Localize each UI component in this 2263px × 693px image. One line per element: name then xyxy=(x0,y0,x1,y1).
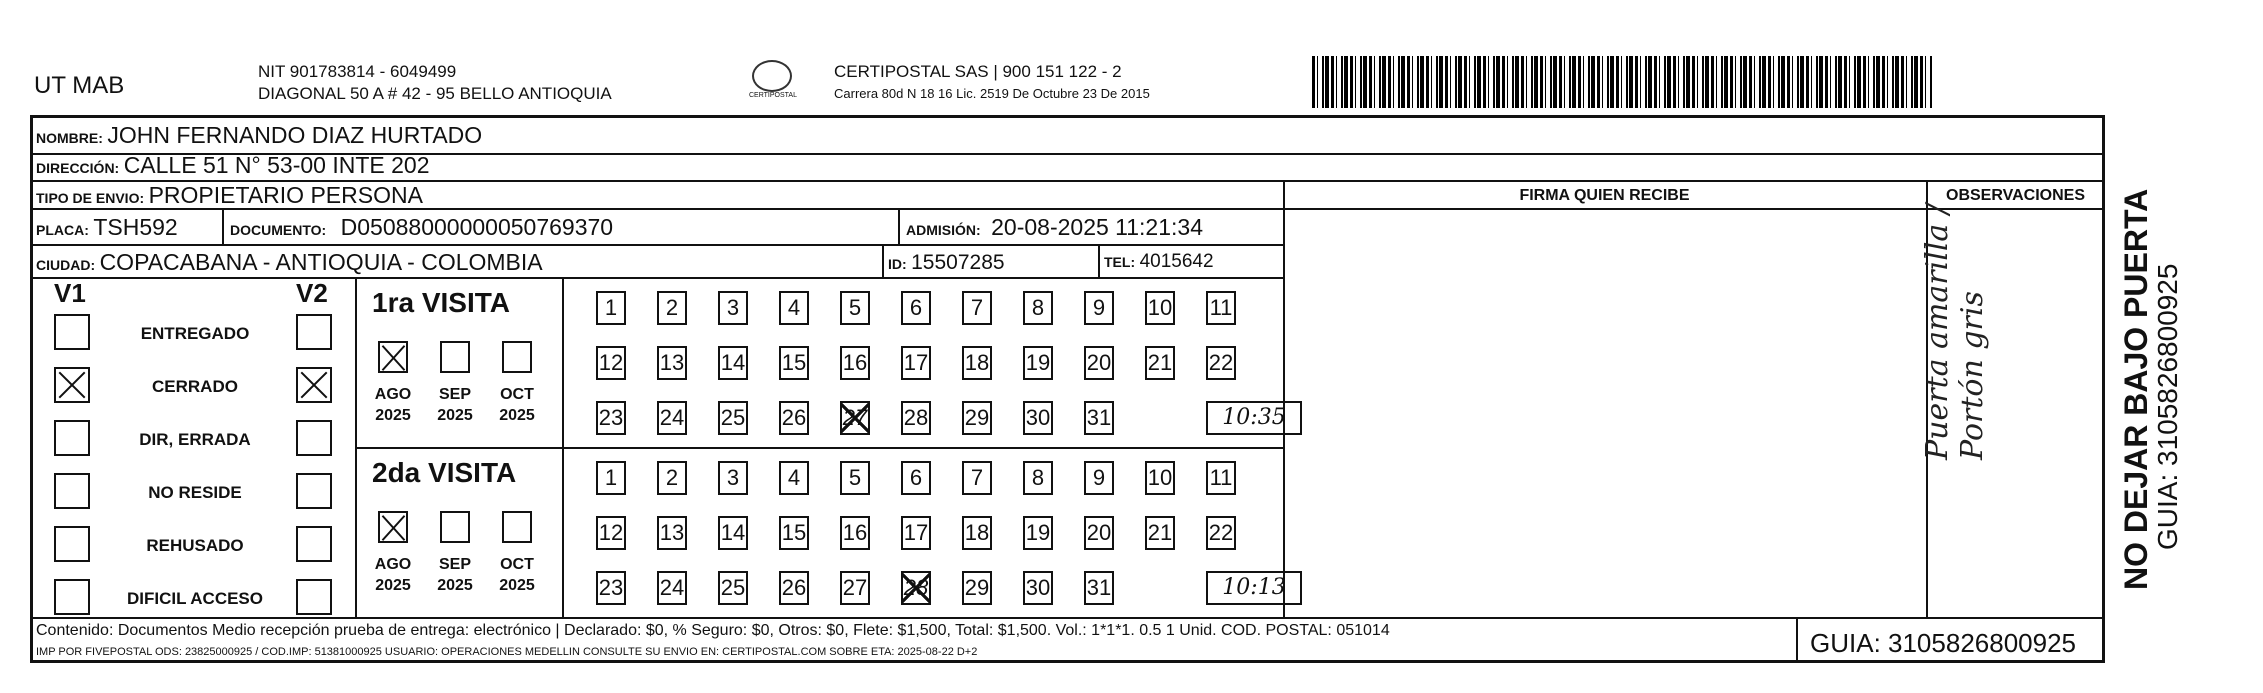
day-cell[interactable]: 23 xyxy=(596,401,626,435)
day-cell[interactable]: 4 xyxy=(779,291,809,325)
day-cell[interactable]: 14 xyxy=(718,516,748,550)
status-v1-checkbox[interactable] xyxy=(54,314,90,350)
day-cell[interactable]: 28 xyxy=(901,571,931,605)
month-checkbox[interactable] xyxy=(502,341,532,373)
month-label: OCT xyxy=(500,386,534,403)
day-cell[interactable]: 18 xyxy=(962,346,992,380)
status-label: DIR, ERRADA xyxy=(139,430,251,449)
day-cell[interactable]: 24 xyxy=(657,571,687,605)
visit-title: 2da VISITA xyxy=(372,457,517,488)
admision-label: ADMISIÓN: xyxy=(906,222,981,238)
day-cell[interactable]: 13 xyxy=(657,516,687,550)
day-cell[interactable]: 21 xyxy=(1145,346,1175,380)
day-cell[interactable]: 1 xyxy=(596,461,626,495)
status-v1-checkbox[interactable] xyxy=(54,420,90,456)
day-cell[interactable]: 5 xyxy=(840,461,870,495)
nombre-label: NOMBRE: xyxy=(36,130,103,146)
month-checkbox[interactable] xyxy=(502,511,532,543)
status-label: NO RESIDE xyxy=(148,483,242,502)
day-cell[interactable]: 3 xyxy=(718,461,748,495)
day-cell[interactable]: 9 xyxy=(1084,291,1114,325)
status-label: CERRADO xyxy=(152,377,238,396)
col-divider xyxy=(1796,617,1798,663)
day-cell[interactable]: 25 xyxy=(718,401,748,435)
day-cell[interactable]: 17 xyxy=(901,516,931,550)
day-cell[interactable]: 20 xyxy=(1084,346,1114,380)
day-cell[interactable]: 15 xyxy=(779,516,809,550)
visit-title: 1ra VISITA xyxy=(372,287,510,318)
day-cell[interactable]: 11 xyxy=(1206,291,1236,325)
month-checkbox[interactable] xyxy=(378,341,408,373)
status-v2-checkbox[interactable] xyxy=(296,526,332,562)
nombre-value: JOHN FERNANDO DIAZ HURTADO xyxy=(107,122,483,148)
ciudad-label: CIUDAD: xyxy=(36,257,96,273)
day-cell[interactable]: 8 xyxy=(1023,461,1053,495)
side-guia-text: GUIA: 3105826800925 xyxy=(2152,263,2183,550)
month-checkbox[interactable] xyxy=(440,341,470,373)
status-v2-checkbox[interactable] xyxy=(296,420,332,456)
id-value: 15507285 xyxy=(911,251,1005,274)
status-v1-checkbox[interactable] xyxy=(54,579,90,615)
visit-time: 10:35 xyxy=(1206,401,1302,435)
admision-value: 20-08-2025 11:21:34 xyxy=(991,214,1203,240)
day-cell[interactable]: 26 xyxy=(779,401,809,435)
month-label: SEP xyxy=(438,556,471,573)
placa-value: TSH592 xyxy=(93,214,178,240)
row-divider xyxy=(355,447,1283,449)
day-cell[interactable]: 3 xyxy=(718,291,748,325)
tel-value: 4015642 xyxy=(1139,251,1214,272)
documento-value: D05088000000050769370 xyxy=(340,214,614,240)
day-cell[interactable]: 10 xyxy=(1145,291,1175,325)
carrier-name: CERTIPOSTAL SAS | 900 151 122 - 2 xyxy=(834,62,1122,81)
day-cell[interactable]: 7 xyxy=(962,461,992,495)
day-cell[interactable]: 18 xyxy=(962,516,992,550)
day-cell[interactable]: 14 xyxy=(718,346,748,380)
month-year: 2025 xyxy=(437,407,473,424)
status-label: REHUSADO xyxy=(146,536,244,555)
day-cell[interactable]: 27 xyxy=(840,571,870,605)
month-label: AGO xyxy=(374,556,412,573)
tel-row xyxy=(1104,251,1214,273)
id-label: ID: xyxy=(888,256,907,272)
day-cell[interactable]: 13 xyxy=(657,346,687,380)
footer-guia: GUIA: 3105826800925 xyxy=(1810,628,2076,658)
day-cell[interactable]: 21 xyxy=(1145,516,1175,550)
tipo-label: TIPO DE ENVIO: xyxy=(36,190,145,206)
day-cell[interactable]: 16 xyxy=(840,346,870,380)
month-label: SEP xyxy=(438,386,471,403)
col-divider xyxy=(898,208,900,244)
day-cell[interactable]: 7 xyxy=(962,291,992,325)
status-v2-checkbox[interactable] xyxy=(296,314,332,350)
col-divider xyxy=(1283,180,1285,617)
admision-row xyxy=(906,214,1203,241)
month-year: 2025 xyxy=(375,407,411,424)
nombre-row xyxy=(36,122,482,149)
contenido-text: Contenido: Documentos Medio recepción prueba de entrega: electrónico | Declarado: $0, % Seguro: $0, Otros: $0, Flete: $1,500, Total: $1,500. Vol.: 1*1*1. 0.5 1 Unid. COD. POSTAL: 051014 xyxy=(36,622,1390,639)
day-cell[interactable]: 6 xyxy=(901,291,931,325)
col-divider xyxy=(882,244,884,277)
nit: NIT 901783814 - 6049499 xyxy=(258,62,457,81)
month-checkbox[interactable] xyxy=(440,511,470,543)
day-cell[interactable]: 17 xyxy=(901,346,931,380)
day-cell[interactable]: 12 xyxy=(596,516,626,550)
carrier-license: Carrera 80d N 18 16 Lic. 2519 De Octubre 23 De 2015 xyxy=(834,86,1150,101)
placa-row xyxy=(36,214,178,241)
day-cell[interactable]: 11 xyxy=(1206,461,1236,495)
day-cell[interactable]: 29 xyxy=(962,571,992,605)
month-year: 2025 xyxy=(499,577,535,594)
direccion-label: DIRECCIÓN: xyxy=(36,160,120,176)
ciudad-row xyxy=(36,249,543,276)
day-cell[interactable]: 22 xyxy=(1206,346,1236,380)
status-v2-checkbox[interactable] xyxy=(296,367,332,403)
day-cell[interactable]: 31 xyxy=(1084,571,1114,605)
status-label: DIFICIL ACCESO xyxy=(126,589,263,608)
day-cell[interactable]: 24 xyxy=(657,401,687,435)
month-year: 2025 xyxy=(499,407,535,424)
status-v1-checkbox[interactable] xyxy=(54,367,90,403)
placa-label: PLACA: xyxy=(36,222,89,238)
tel-label: TEL: xyxy=(1104,254,1136,270)
day-cell[interactable]: 15 xyxy=(779,346,809,380)
day-cell[interactable]: 31 xyxy=(1084,401,1114,435)
day-cell[interactable]: 20 xyxy=(1084,516,1114,550)
tipo-value: PROPIETARIO PERSONA xyxy=(148,182,423,208)
month-label: AGO xyxy=(374,386,412,403)
status-label: ENTREGADO xyxy=(140,324,250,343)
row-divider xyxy=(30,244,1283,246)
day-cell[interactable]: 12 xyxy=(596,346,626,380)
no-dejar-text: NO DEJAR BAJO PUERTA xyxy=(2118,188,2154,590)
certipostal-logo xyxy=(749,60,797,99)
col-divider xyxy=(1098,244,1100,277)
row-divider xyxy=(30,277,1283,279)
v2-label: V2 xyxy=(296,278,328,308)
v1-label: V1 xyxy=(54,278,86,308)
direccion-row xyxy=(36,152,430,179)
status-v2-checkbox[interactable] xyxy=(296,579,332,615)
tipo-row xyxy=(36,182,423,209)
day-cell[interactable]: 19 xyxy=(1023,346,1053,380)
day-cell[interactable]: 23 xyxy=(596,571,626,605)
day-cell[interactable]: 2 xyxy=(657,291,687,325)
day-cell[interactable]: 1 xyxy=(596,291,626,325)
day-cell[interactable]: 30 xyxy=(1023,571,1053,605)
id-row xyxy=(888,251,1005,275)
firma-label: FIRMA QUIEN RECIBE xyxy=(1519,187,1690,204)
day-cell[interactable]: 8 xyxy=(1023,291,1053,325)
documento-row xyxy=(230,214,613,241)
col-divider xyxy=(222,208,224,244)
ciudad-value: COPACABANA - ANTIOQUIA - COLOMBIA xyxy=(99,249,543,275)
documento-label: DOCUMENTO: xyxy=(230,222,327,238)
day-cell[interactable]: 10 xyxy=(1145,461,1175,495)
logo-caption: CERTIPOSTAL xyxy=(749,92,797,99)
direccion-value: CALLE 51 N° 53-00 INTE 202 xyxy=(123,152,430,178)
barcode xyxy=(1312,56,1932,108)
day-cell[interactable]: 30 xyxy=(1023,401,1053,435)
observaciones-handwritten: Puerta amarilla / Portón gris xyxy=(1920,204,1990,460)
observaciones-label: OBSERVACIONES xyxy=(1946,187,2085,204)
day-cell[interactable]: 26 xyxy=(779,571,809,605)
day-cell[interactable]: 16 xyxy=(840,516,870,550)
day-cell[interactable]: 22 xyxy=(1206,516,1236,550)
day-cell[interactable]: 19 xyxy=(1023,516,1053,550)
visit-time: 10:13 xyxy=(1206,571,1302,605)
day-cell[interactable]: 28 xyxy=(901,401,931,435)
month-year: 2025 xyxy=(437,577,473,594)
company-name: UT MAB xyxy=(34,72,125,99)
month-year: 2025 xyxy=(375,577,411,594)
day-cell[interactable]: 4 xyxy=(779,461,809,495)
status-v1-checkbox[interactable] xyxy=(54,526,90,562)
imp-text: IMP POR FIVEPOSTAL ODS: 23825000925 / COD.IMP: 51381000925 USUARIO: OPERACIONES MEDELLIN CONSULTE SU ENVIO EN: CERTIPOSTAL.COM SOBRE ETA: 2025-08-22 D+2 xyxy=(36,646,978,658)
day-cell[interactable]: 27 xyxy=(840,401,870,435)
day-cell[interactable]: 25 xyxy=(718,571,748,605)
status-v1-checkbox[interactable] xyxy=(54,473,90,509)
month-label: OCT xyxy=(500,556,534,573)
col-divider xyxy=(2103,153,2105,617)
sender-address: DIAGONAL 50 A # 42 - 95 BELLO ANTIOQUIA xyxy=(258,84,612,103)
day-cell[interactable]: 6 xyxy=(901,461,931,495)
status-v2-checkbox[interactable] xyxy=(296,473,332,509)
day-cell[interactable]: 9 xyxy=(1084,461,1114,495)
day-cell[interactable]: 5 xyxy=(840,291,870,325)
row-divider xyxy=(30,617,2105,619)
day-cell[interactable]: 2 xyxy=(657,461,687,495)
month-checkbox[interactable] xyxy=(378,511,408,543)
day-cell[interactable]: 29 xyxy=(962,401,992,435)
